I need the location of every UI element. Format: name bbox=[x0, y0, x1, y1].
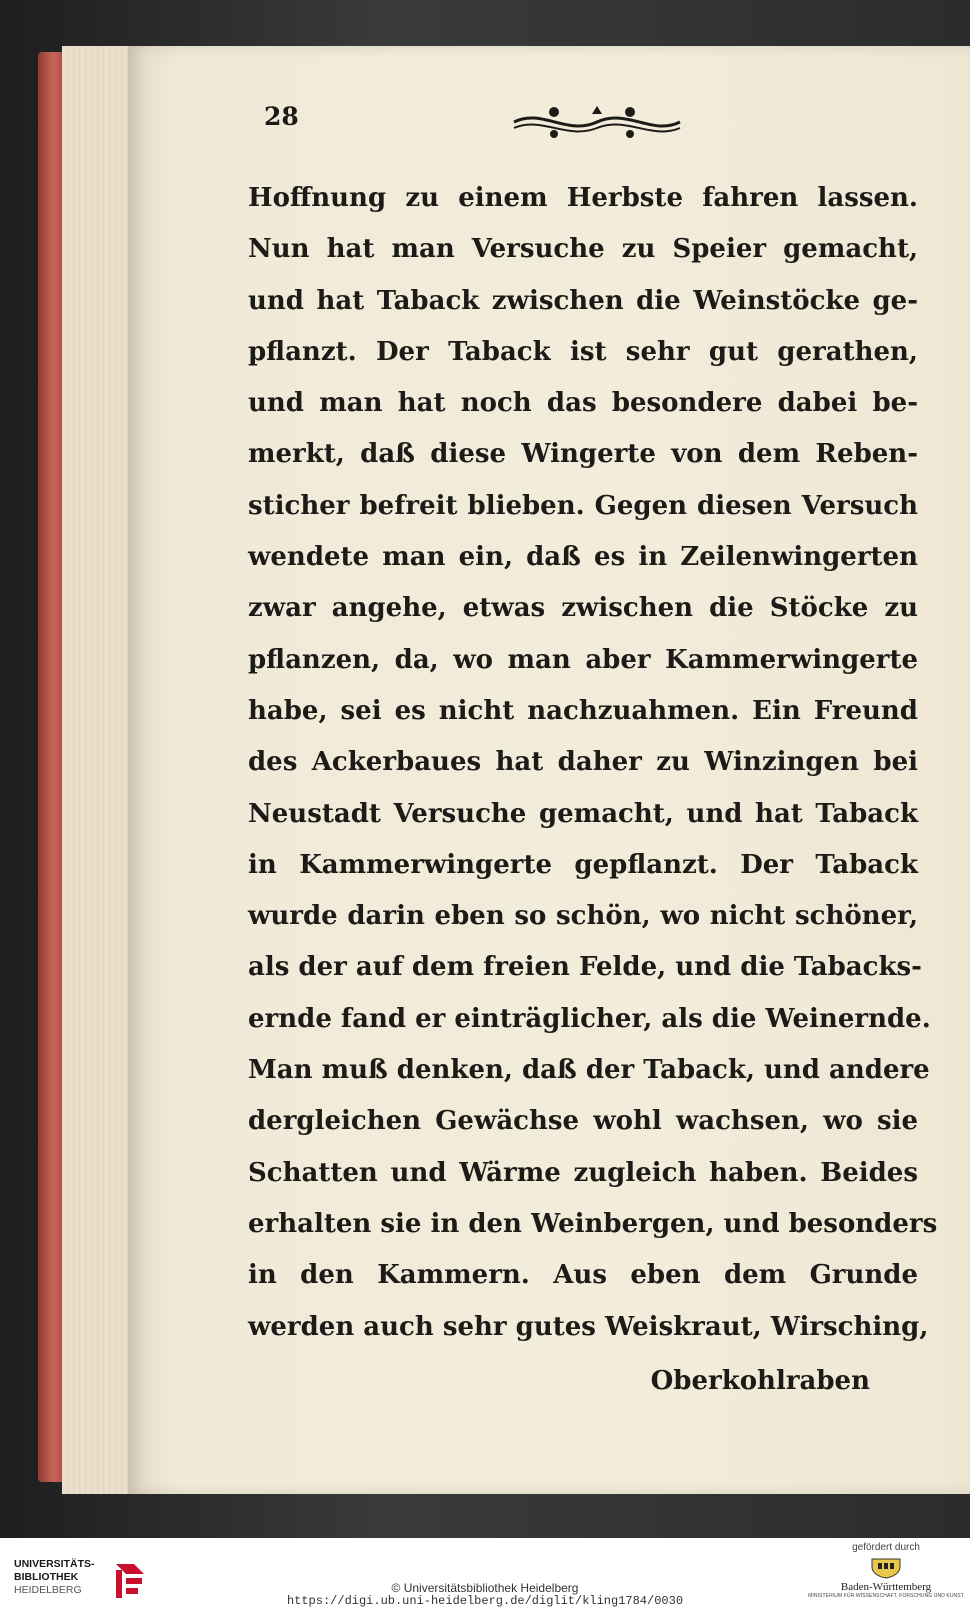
text-line: des Ackerbaues hat daher zu Winzingen bei bbox=[248, 747, 918, 778]
text-line: pflanzt. Der Taback ist sehr gut gerathen, bbox=[248, 336, 918, 367]
text-line: Man muß denken, daß der Taback, und andere bbox=[248, 1055, 930, 1086]
text-line: in den Kammern. Aus eben dem Grunde bbox=[248, 1260, 918, 1291]
page-number: 28 bbox=[264, 102, 299, 131]
text-line: ernde fand er einträglicher, als die Weinernde. bbox=[248, 1003, 931, 1034]
text-line: und man hat noch das besondere dabei be- bbox=[248, 388, 918, 419]
text-line: erhalten sie in den Weinbergen, und besonders bbox=[248, 1208, 938, 1239]
text-line: Hoffnung zu einem Herbste fahren lassen. bbox=[248, 183, 918, 213]
text-line: zwar angehe, etwas zwischen die Stöcke zu bbox=[248, 593, 918, 624]
body-text bbox=[248, 173, 938, 1353]
text-line: als der auf dem freien Felde, und die Tabacks- bbox=[248, 952, 922, 983]
text-line: habe, sei es nicht nachzuahmen. Ein Freund bbox=[248, 695, 918, 726]
text-line: wendete man ein, daß es in Zeilenwingerten bbox=[248, 542, 918, 573]
sponsor-ministry: MINISTERIUM FÜR WISSENSCHAFT, FORSCHUNG UND KUNST bbox=[808, 1593, 964, 1599]
text-line: pflanzen, da, wo man aber Kammerwingerte bbox=[248, 644, 918, 675]
text-line: und hat Taback zwischen die Weinstöcke ge- bbox=[248, 285, 918, 316]
sponsor-block[interactable] bbox=[806, 1542, 966, 1608]
viewer-footer bbox=[0, 1538, 970, 1610]
text-line: merkt, daß diese Wingerte von dem Reben- bbox=[248, 439, 918, 470]
text-line: dergleichen Gewächse wohl wachsen, wo sie bbox=[248, 1106, 918, 1137]
sponsor-name: Baden-Württemberg bbox=[840, 1581, 932, 1593]
permalink[interactable]: https://digi.ub.uni-heidelberg.de/diglit/kling1784/0030 bbox=[286, 1594, 684, 1608]
sponsor-label: gefördert durch bbox=[852, 1542, 920, 1553]
text-line: Nun hat man Versuche zu Speier gemacht, bbox=[248, 234, 918, 265]
baden-wuerttemberg-crest-icon bbox=[869, 1557, 903, 1579]
page-edges bbox=[62, 46, 138, 1494]
text-line: werden auch sehr gutes Weiskraut, Wirsching, bbox=[248, 1311, 929, 1342]
text-line: in Kammerwingerte gepflanzt. Der Taback bbox=[248, 849, 918, 880]
library-name-line: HEIDELBERG bbox=[14, 1584, 82, 1596]
text-line: wurde darin eben so schön, wo nicht schöner, bbox=[248, 901, 918, 932]
decorative-ornament bbox=[512, 100, 682, 144]
text-line: sticher befreit blieben. Gegen diesen Versuch bbox=[248, 490, 918, 521]
copyright-notice: © Universitätsbibliothek Heidelberg bbox=[391, 1581, 579, 1595]
library-name-line: UNIVERSITÄTS- bbox=[14, 1558, 95, 1570]
text-line: Schatten und Wärme zugleich haben. Beides bbox=[248, 1157, 918, 1188]
text-line: Neustadt Versuche gemacht, und hat Taback bbox=[248, 798, 918, 829]
catchword: Oberkohlraben bbox=[650, 1366, 870, 1396]
library-name-line: BIBLIOTHEK bbox=[14, 1571, 79, 1583]
